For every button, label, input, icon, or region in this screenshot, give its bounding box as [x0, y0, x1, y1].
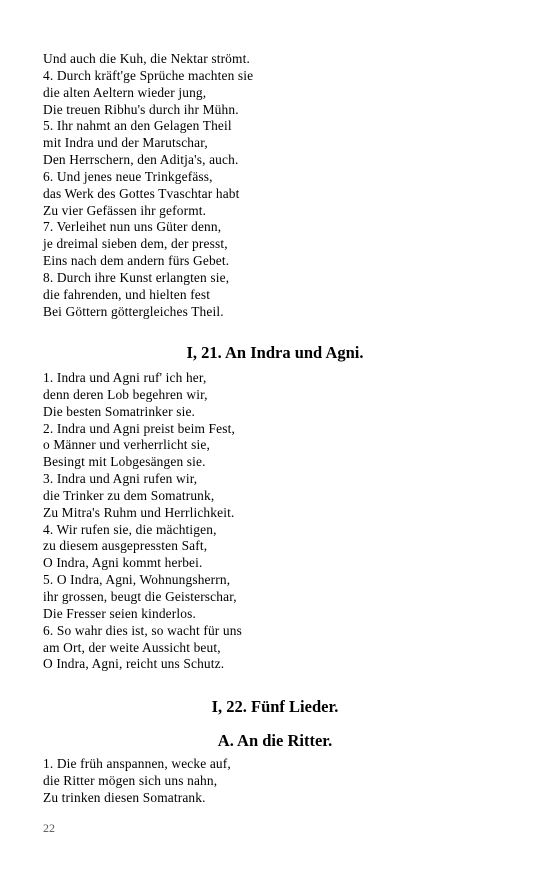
verse-line: 7. Verleihet nun uns Güter denn, — [43, 219, 222, 235]
section-heading-i-21: I, 21. An Indra und Agni. — [186, 343, 364, 362]
verse-line: Eins nach dem andern fürs Gebet. — [43, 253, 230, 269]
verse-line: 4. Durch kräft'ge Sprüche machten sie — [43, 67, 254, 83]
verse-line: Und auch die Kuh, die Nektar strömt. — [43, 51, 250, 66]
page-number: 22 — [43, 821, 55, 835]
subsection-heading-a: A. An die Ritter. — [217, 731, 333, 750]
verse-block-3 — [43, 756, 513, 807]
verse-line: das Werk des Gottes Tvaschtar habt — [43, 185, 240, 201]
verse-line: 5. Ihr nahmt an den Gelagen Theil — [43, 118, 232, 134]
verse-line: Die Fresser seien kinderlos. — [43, 605, 196, 621]
verse-line: die Ritter mögen sich uns nahn, — [43, 772, 218, 788]
verse-line: ihr grossen, beugt die Geisterschar, — [43, 588, 237, 604]
verse-line: je dreimal sieben dem, der presst, — [43, 236, 228, 252]
verse-line: die alten Aeltern wieder jung, — [43, 84, 207, 100]
verse-line: Zu vier Gefässen ihr geformt. — [43, 202, 207, 218]
verse-line: 6. So wahr dies ist, so wacht für uns — [43, 622, 242, 638]
verse-line: O Indra, Agni, reicht uns Schutz. — [43, 656, 225, 672]
verse-line: Die besten Somatrinker sie. — [43, 403, 196, 419]
section-heading-i-22: I, 22. Fünf Lieder. — [211, 697, 339, 716]
verse-line: 6. Und jenes neue Trinkgefäss, — [43, 168, 213, 184]
verse-line: Zu Mitra's Ruhm und Herrlichkeit. — [43, 504, 235, 520]
verse-line: am Ort, der weite Aussicht beut, — [43, 639, 221, 655]
verse-line: denn deren Lob begehren wir, — [43, 386, 208, 402]
verse-block-1 — [43, 51, 513, 321]
verse-line: Den Herrschern, den Aditja's, auch. — [43, 152, 239, 168]
verse-line: o Männer und verherrlicht sie, — [43, 437, 210, 453]
verse-line: 5. O Indra, Agni, Wohnungsherrn, — [43, 572, 231, 588]
verse-line: die fahrenden, und hielten fest — [43, 286, 211, 302]
verse-line: die Trinker zu dem Somatrunk, — [43, 487, 215, 503]
verse-line: Die treuen Ribhu's durch ihr Mühn. — [43, 101, 239, 117]
verse-line: 4. Wir rufen sie, die mächtigen, — [43, 521, 217, 537]
verse-line: 1. Indra und Agni ruf' ich her, — [43, 370, 207, 385]
verse-line: O Indra, Agni kommt herbei. — [43, 555, 203, 571]
verse-line: Besingt mit Lobgesängen sie. — [43, 454, 206, 470]
verse-line: Zu trinken diesen Somatrank. — [43, 789, 206, 805]
verse-line: 8. Durch ihre Kunst erlangten sie, — [43, 269, 230, 285]
verse-line: 1. Die früh anspannen, wecke auf, — [43, 756, 231, 771]
verse-block-2 — [43, 370, 513, 673]
verse-line: zu diesem ausgepressten Saft, — [43, 538, 208, 554]
verse-line: Bei Göttern göttergleiches Theil. — [43, 303, 224, 319]
verse-line: 2. Indra und Agni preist beim Fest, — [43, 420, 235, 436]
verse-line: 3. Indra und Agni rufen wir, — [43, 471, 198, 487]
verse-line: mit Indra und der Marutschar, — [43, 135, 208, 151]
